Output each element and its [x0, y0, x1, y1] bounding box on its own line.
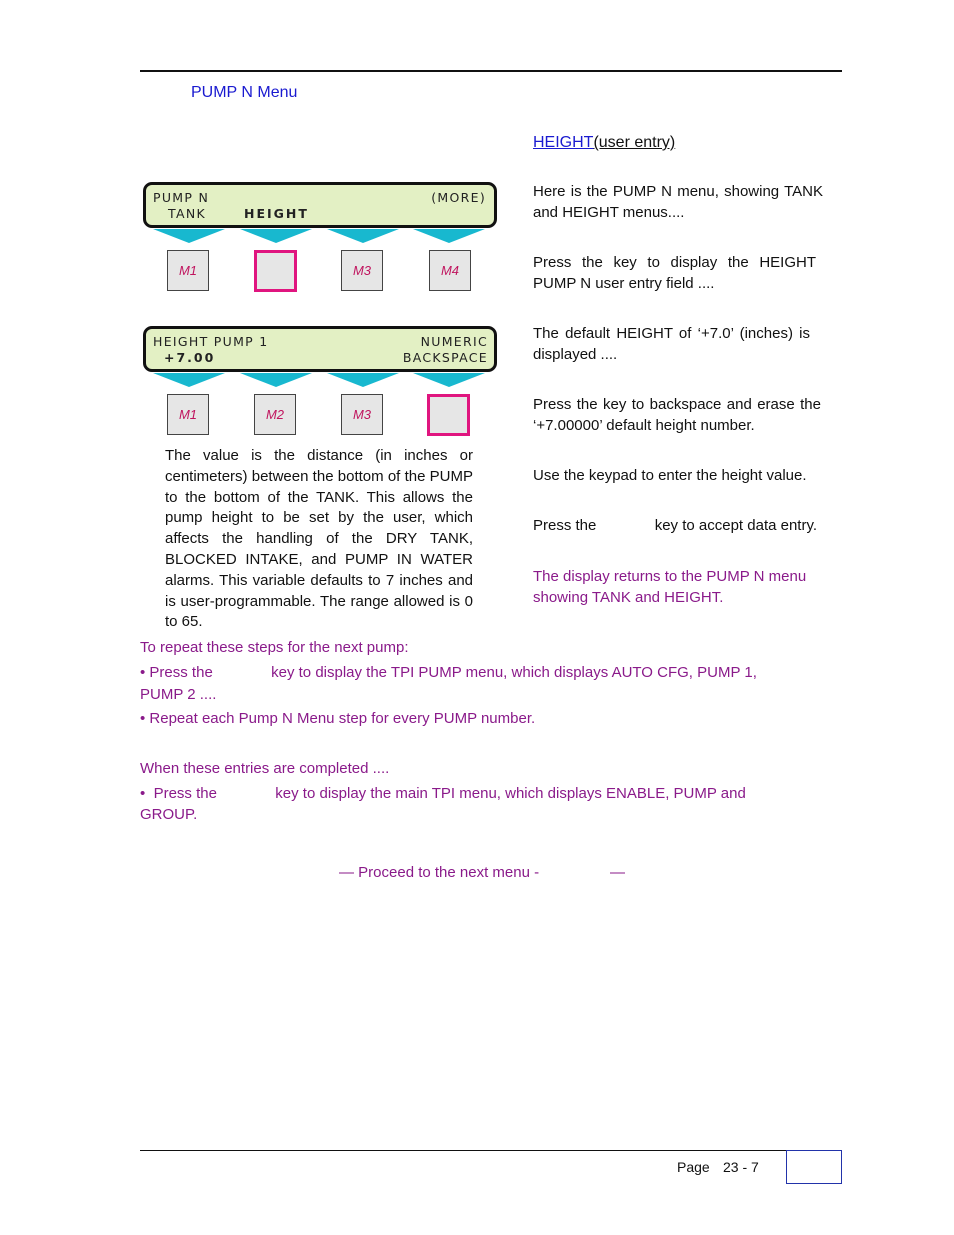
repeat-heading: To repeat these steps for the next pump:: [140, 639, 409, 656]
height-link[interactable]: HEIGHT: [533, 134, 594, 151]
softkey-arrow-6: [240, 373, 312, 387]
step-6: Press the key to accept data entry.: [533, 517, 818, 534]
section-title: PUMP N Menu: [191, 84, 298, 101]
key2-m1[interactable]: M1: [167, 394, 209, 435]
proceed-note: — Proceed to the next menu - —: [339, 864, 625, 881]
step-4: Press the key to backspace and erase the ‘+7.00000’ default height number.: [533, 396, 821, 434]
key-m1[interactable]: M1: [167, 250, 209, 291]
key2-m2[interactable]: M2: [254, 394, 296, 435]
repeat-bullet-1: • Press the key to display the TPI PUMP menu, which displays AUTO CFG, PUMP 1, PUMP 2 ....: [140, 664, 762, 703]
lcd-line1-left: PUMP N: [153, 190, 210, 205]
softkey-arrow-7: [327, 373, 399, 387]
softkey-arrow-2: [240, 229, 312, 243]
step-7: The display returns to the PUMP N menu showing TANK and HEIGHT.: [533, 568, 807, 606]
key-m3[interactable]: M3: [341, 250, 383, 291]
lcd2-line2-left: +7.00: [164, 350, 216, 365]
page-number: 23 - 7: [723, 1159, 759, 1175]
key-m2-highlighted[interactable]: [254, 250, 297, 292]
page-label: Page: [677, 1159, 710, 1175]
height-description: The value is the distance (in inches or centimeters) between the bottom of the PUMP to the bottom of the TANK. This allows the pump height to be set by the user, which affects the handling of the DRY TANK, BLOCKED INTAKE, and PUMP IN WATER alarms. This variable defaults to 7 inches and is user-programmable. The range allowed is 0 to 65.: [165, 447, 473, 631]
completed-bullet: • Press the key to display the main TPI menu, which displays ENABLE, PUMP and GROUP.: [140, 785, 750, 823]
lcd-display-height-pump: [143, 326, 497, 372]
step-5: Use the keypad to enter the height value.: [533, 467, 807, 484]
softkey-arrow-5: [153, 373, 225, 387]
softkey-arrow-3: [327, 229, 399, 243]
softkey-arrow-8: [413, 373, 485, 387]
step-1: Here is the PUMP N menu, showing TANK and HEIGHT menus....: [533, 183, 823, 221]
step-3: The default HEIGHT of ‘+7.0’ (inches) is displayed ....: [533, 325, 810, 363]
lcd2-line1-right: NUMERIC: [420, 334, 488, 349]
header-rule: [140, 70, 842, 72]
lcd-line2-left: TANK: [168, 206, 206, 221]
completed-heading: When these entries are completed ....: [140, 760, 390, 777]
lcd2-line2-right: BACKSPACE: [402, 350, 488, 365]
softkey-arrow-1: [153, 229, 225, 243]
key-m4[interactable]: M4: [429, 250, 471, 291]
step-2: Press the key to display the HEIGHT PUMP N user entry field ....: [533, 254, 816, 292]
lcd-line2-mid: HEIGHT: [244, 206, 309, 221]
lcd-display-pump-n: [143, 182, 497, 228]
footer-rule: [140, 1150, 842, 1151]
subhead: [533, 134, 675, 152]
lcd-line1-right: (MORE): [431, 190, 486, 205]
key2-m4-highlighted[interactable]: [427, 394, 470, 436]
softkey-arrow-4: [413, 229, 485, 243]
key2-m3[interactable]: M3: [341, 394, 383, 435]
lcd2-line1-left: HEIGHT PUMP 1: [153, 334, 269, 349]
repeat-bullet-2: • Repeat each Pump N Menu step for every PUMP number.: [140, 710, 536, 727]
footer-box: [786, 1150, 842, 1184]
subhead-suffix: (user entry): [593, 134, 676, 151]
